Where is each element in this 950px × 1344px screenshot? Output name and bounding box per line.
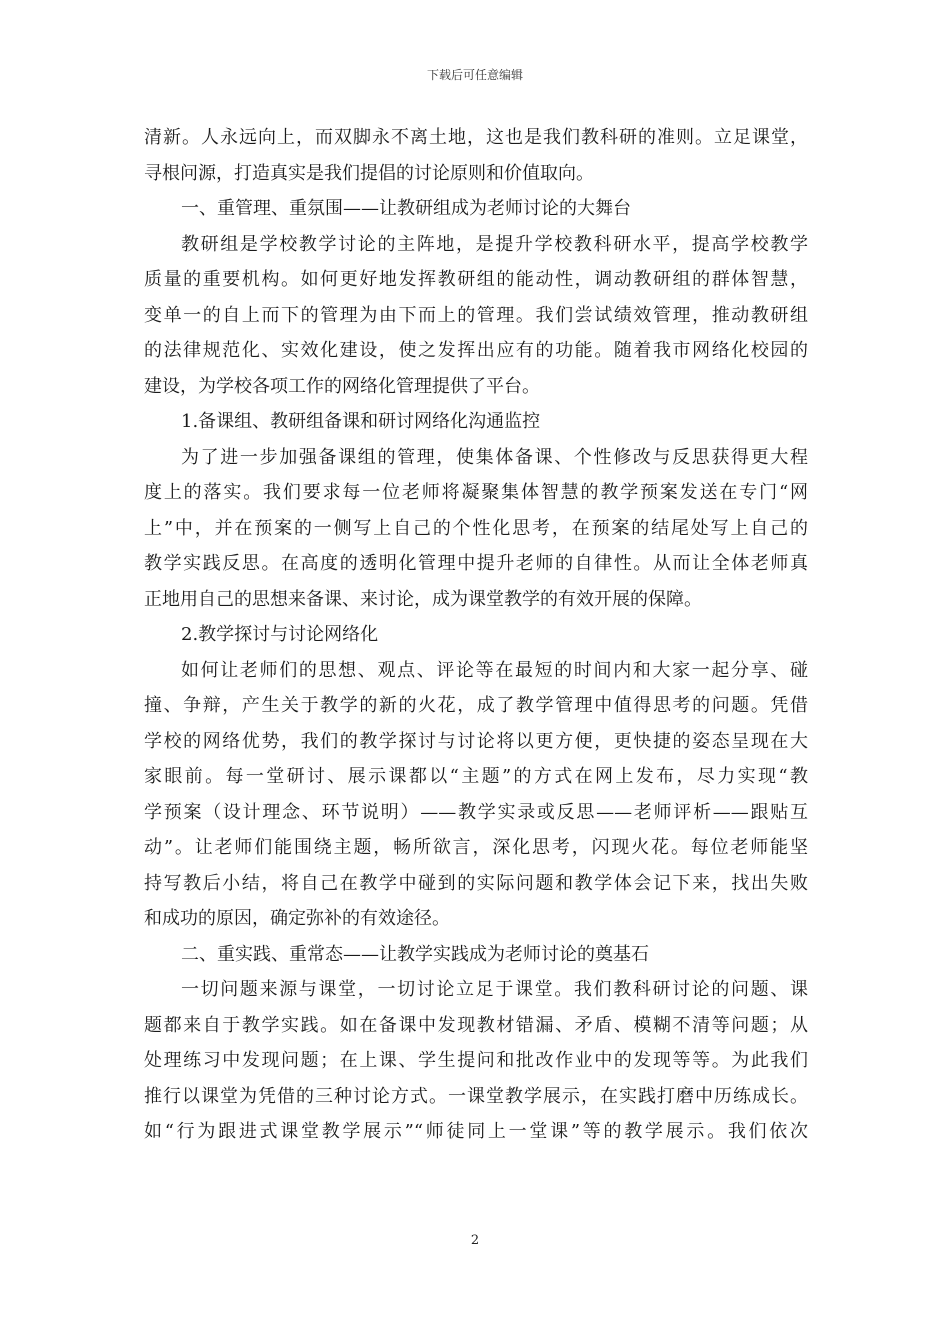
body-line: 家眼前。每一堂研讨、展示课都以“主题”的方式在网上发布，尽力实现“教 xyxy=(144,766,808,787)
body-line: 题都来自于教学实践。如在备课中发现教材错漏、矛盾、模糊不清等问题；从 xyxy=(144,1014,808,1036)
page-number: 2 xyxy=(470,1233,480,1248)
body-line: 变单一的自上而下的管理为由下而上的管理。我们尝试绩效管理，推动教研组 xyxy=(144,304,808,326)
body-line: 学校的网络优势，我们的教学探讨与讨论将以更方便，更快捷的姿态呈现在大 xyxy=(144,730,808,752)
section-heading: 一、重管理、重氛围——让教研组成为老师讨论的大舞台 xyxy=(181,198,631,219)
body-line: 推行以课堂为凭借的三种讨论方式。一课堂教学展示，在实践打磨中历练成长。 xyxy=(144,1085,808,1107)
body-line: 建设，为学校各项工作的网络化管理提供了平台。 xyxy=(144,375,540,397)
body-line: 持写教后小结，将自己在教学中碰到的实际问题和教学体会记下来，找出失败 xyxy=(144,872,808,894)
document-body xyxy=(144,120,808,1150)
body-line: 为了进一步加强备课组的管理，使集体备课、个性修改与反思获得更大程 xyxy=(181,446,808,468)
body-line: 学预案（设计理念、环节说明）——教学实录或反思——老师评析——跟贴互 xyxy=(144,801,808,823)
body-line: 撞、争辩，产生关于教学的新的火花，成了教学管理中值得思考的问题。凭借 xyxy=(144,695,808,716)
subsection-heading: 2.教学探讨与讨论网络化 xyxy=(181,624,379,645)
body-line: 正地用自己的思想来备课、来讨论，成为课堂教学的有效开展的保障。 xyxy=(144,588,702,610)
body-line: 教研组是学校教学讨论的主阵地，是提升学校教科研水平，提高学校教学 xyxy=(181,233,808,255)
body-line: 质量的重要机构。如何更好地发挥教研组的能动性，调动教研组的群体智慧， xyxy=(144,269,808,290)
section-heading: 二、重实践、重常态——让教学实践成为老师讨论的奠基石 xyxy=(181,943,649,965)
body-line: 教学实践反思。在高度的透明化管理中提升老师的自律性。从而让全体老师真 xyxy=(144,553,808,574)
subsection-heading: 1.备课组、教研组备课和研讨网络化沟通监控 xyxy=(181,411,541,432)
page-header: 下载后可任意编辑 xyxy=(426,68,523,82)
body-line: 度上的落实。我们要求每一位老师将凝聚集体智慧的教学预案发送在专门“网 xyxy=(144,482,808,503)
body-line: 上”中，并在预案的一侧写上自己的个性化思考，在预案的结尾处写上自己的 xyxy=(144,517,808,539)
body-line: 寻根问源，打造真实是我们提倡的讨论原则和价值取向。 xyxy=(144,162,594,184)
body-line: 如何让老师们的思想、观点、评论等在最短的时间内和大家一起分享、碰 xyxy=(181,659,808,681)
body-line: 和成功的原因，确定弥补的有效途径。 xyxy=(144,908,450,929)
body-line: 如“行为跟进式课堂教学展示”“师徒同上一堂课”等的教学展示。我们依次 xyxy=(144,1121,808,1142)
body-line: 动”。让老师们能围绕主题，畅所欲言，深化思考，闪现火花。每位老师能坚 xyxy=(144,837,808,858)
body-line: 的法律规范化、实效化建设，使之发挥出应有的功能。随着我市网络化校园的 xyxy=(144,340,808,361)
body-line: 处理练习中发现问题；在上课、学生提问和批改作业中的发现等等。为此我们 xyxy=(144,1050,808,1071)
body-line: 清新。人永远向上，而双脚永不离土地，这也是我们教科研的准则。立足课堂， xyxy=(144,127,808,148)
body-line: 一切问题来源与课堂，一切讨论立足于课堂。我们教科研讨论的问题、课 xyxy=(181,979,808,1000)
